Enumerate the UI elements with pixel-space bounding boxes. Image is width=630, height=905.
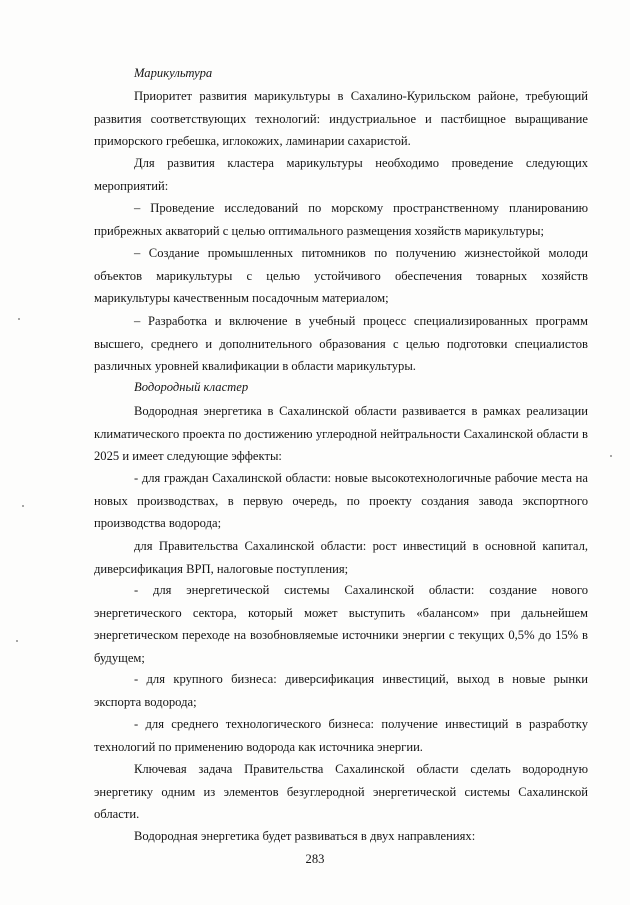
paragraph-hydrogen-energy: Водородная энергетика в Сахалинской области развивается в рамках реализации климатического проекта по достижению углеродной нейтральности Сахалинской области в 2025 и имеет следующие эффекты:	[94, 404, 588, 463]
bullet-education: – Разработка и включение в учебный процесс специализированных программ высшего, среднего и дополнительного образования с целью подготовки специалистов различных уровней квалификации в области марикультуры.	[94, 314, 588, 373]
effect-government: для Правительства Сахалинской области: рост инвестиций в основной капитал, диверсификация ВРП, налоговые поступления;	[94, 539, 588, 576]
paragraph-cluster-measures: Для развития кластера марикультуры необходимо проведение следующих мероприятий:	[94, 156, 588, 193]
effect-citizens: - для граждан Сахалинской области: новые высокотехнологичные рабочие места на новых производствах, в первую очередь, по проекту создания завода экспортного производства водорода;	[94, 471, 588, 530]
paragraph-mariculture-priority: Приоритет развития марикультуры в Сахалино-Курильском районе, требующий развития соответствующих технологий: индустриальное и пастбищное выращивание приморского гребешка, иглокожих, ламинарии сахаристой.	[94, 89, 588, 148]
effect-medium-business: - для среднего технологического бизнеса: получение инвестиций в разработку технологий по применению водорода как источника энергии.	[94, 717, 588, 754]
bullet-research: – Проведение исследований по морскому пространственному планированию прибрежных акваторий с целью оптимального размещения хозяйств марикультуры;	[94, 201, 588, 238]
effect-energy-system: - для энергетической системы Сахалинской области: создание нового энергетического сектора, который может выступить «балансом» при дальнейшем энергетическом переходе на возобновляемые источники энергии с текущих 0,5% до 15% в будущем;	[94, 583, 588, 665]
effect-large-business: - для крупного бизнеса: диверсификация инвестиций, выход в новые рынки экспорта водорода;	[94, 672, 588, 709]
heading-hydrogen-cluster: Водородный кластер	[134, 380, 249, 394]
paragraph-two-directions: Водородная энергетика будет развиваться в двух направлениях:	[134, 829, 476, 843]
heading-mariculture: Марикультура	[134, 66, 213, 80]
scan-speck	[22, 505, 24, 507]
page-number: 283	[305, 852, 325, 866]
scan-speck	[610, 455, 612, 457]
bullet-nurseries: – Создание промышленных питомников по получению жизнестойкой молоди объектов марикультуры с целью устойчивого обеспечения товарных хозяйств марикультуры качественным посадочным материалом;	[94, 246, 588, 305]
paragraph-key-task: Ключевая задача Правительства Сахалинской области сделать водородную энергетику одним из элементов безуглеродной энергетической системы Сахалинской области.	[94, 762, 588, 821]
scan-speck	[16, 640, 18, 642]
scan-speck	[18, 318, 20, 320]
